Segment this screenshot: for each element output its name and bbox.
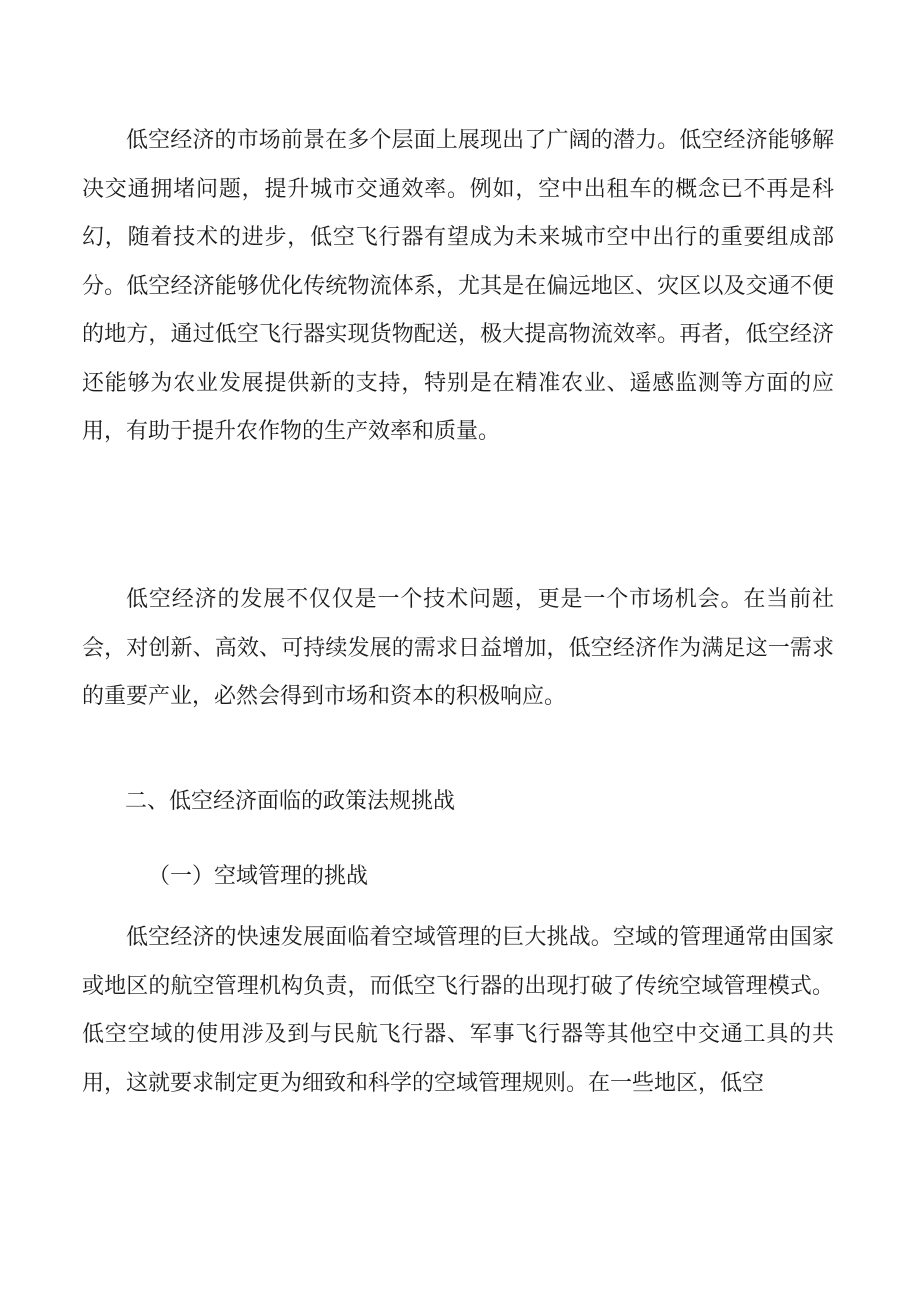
paragraph-market-outlook: 低空经济的市场前景在多个层面上展现出了广阔的潜力。低空经济能够解决交通拥堵问题，提升城市交通效率。例如，空中出租车的概念已不再是科幻，随着技术的进步，低空飞行器有望成为未来城市空中出行的重要组成部分。低空经济能够优化传统物流体系，尤其是在偏远地区、灾区以及交通不便的地方，通过低空飞行器实现货物配送，极大提高物流效率。再者，低空经济还能够为农业发展提供新的支持，特别是在精准农业、遥感监测等方面的应用，有助于提升农作物的生产效率和质量。 [82, 128, 834, 444]
subsection-heading: （一）空域管理的挑战 [148, 864, 369, 889]
paragraph-airspace-management: 低空经济的快速发展面临着空域管理的巨大挑战。空域的管理通常由国家或地区的航空管理机构负责，而低空飞行器的出现打破了传统空域管理模式。低空空域的使用涉及到与民航飞行器、军事飞行器等其他空中交通工具的共用，这就要求制定更为细致和科学的空域管理规则。在一些地区，低空 [82, 925, 834, 1096]
section-heading: 二、低空经济面临的政策法规挑战 [125, 789, 456, 814]
paragraph-market-opportunity: 低空经济的发展不仅仅是一个技术问题，更是一个市场机会。在当前社会，对创新、高效、可持续发展的需求日益增加，低空经济作为满足这一需求的重要产业，必然会得到市场和资本的积极响应。 [82, 587, 834, 709]
